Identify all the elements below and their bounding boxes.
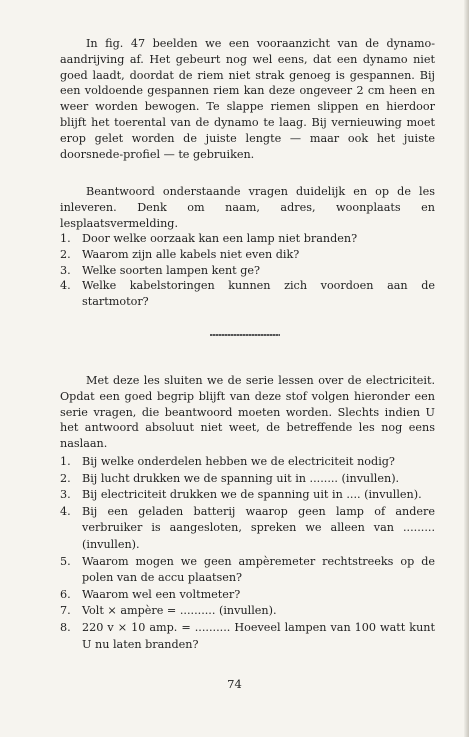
question-text: Volt × ampère = .......... (invullen). xyxy=(82,604,277,618)
paragraph-instructions: Beantwoord onderstaande vragen duidelijk en op de les inleveren. Denk om naam, adres, woonplaats en lesplaatsvermelding. xyxy=(60,185,435,230)
list-item xyxy=(60,554,435,587)
question-number: 3. xyxy=(60,488,71,502)
question-number: 5. xyxy=(60,554,71,568)
question-number: 1. xyxy=(60,232,71,245)
top-section xyxy=(60,36,435,162)
question-text: Waarom mogen we geen ampèremeter rechtstreeks op de polen van de accu plaatsen? xyxy=(82,554,435,585)
question-number: 4. xyxy=(60,504,71,518)
page-number: 74 xyxy=(227,677,242,691)
page-edge-shadow xyxy=(464,0,469,737)
question-text: Door welke oorzaak kan een lamp niet branden? xyxy=(82,232,358,245)
question-number: 3. xyxy=(60,263,71,277)
list-item xyxy=(60,471,435,488)
question-text: Bij electriciteit drukken we de spanning uit in .... (invullen). xyxy=(82,488,422,502)
list-item xyxy=(60,278,435,310)
question-text: Welke soorten lampen kent ge? xyxy=(82,263,261,277)
question-text: Waarom wel een voltmeter? xyxy=(82,587,241,601)
bottom-question-list xyxy=(60,454,435,653)
bottom-intro-section xyxy=(60,373,435,452)
list-item xyxy=(60,247,435,263)
question-text: Welke kabelstoringen kunnen zich voordoen aan de startmotor? xyxy=(82,279,435,309)
instructions-section xyxy=(60,184,435,231)
question-number: 1. xyxy=(60,455,71,468)
question-number: 6. xyxy=(60,587,71,601)
question-text: Bij welke onderdelen hebben we de electriciteit nodig? xyxy=(82,455,395,468)
list-item xyxy=(60,263,435,279)
list-item xyxy=(60,231,435,247)
top-question-list xyxy=(60,231,435,310)
paragraph-intro: Met deze les sluiten we de serie lessen over de electriciteit. Opdat een goed begrip blijft van deze stof volgen hieronder een serie vragen, die beantwoord moeten worden. Slechts indien U het antwoord absoluut niet weet, de betreffende les nog eens naslaan. xyxy=(60,374,435,451)
question-number: 8. xyxy=(60,620,71,634)
question-number: 4. xyxy=(60,279,71,293)
list-item xyxy=(60,587,435,604)
paragraph-dynamo: In fig. 47 beelden we een vooraanzicht van de dynamo-aandrijving af. Het gebeurt nog wel eens, dat een dynamo niet goed laadt, doordat de riem niet strak genoeg is gespannen. Bij een voldoende gespannen riem kan deze ongeveer 2 cm heen en weer worden bewogen. Te slappe riemen slippen en hierdoor blijft het toerental van de dynamo te laag. Bij vernieuwing moet erop gelet worden de juiste lengte — maar ook het juiste doorsnede-profiel — te gebruiken. xyxy=(60,37,435,161)
list-item xyxy=(60,487,435,504)
question-text: Bij een geladen batterij waarop geen lamp of andere verbruiker is aangesloten, spreken we alleen van ......... (invullen). xyxy=(82,504,435,551)
question-number: 2. xyxy=(60,471,71,485)
section-divider xyxy=(210,334,280,336)
list-item xyxy=(60,603,435,620)
list-item xyxy=(60,504,435,554)
question-number: 7. xyxy=(60,604,71,618)
question-text: Bij lucht drukken we de spanning uit in ........ (invullen). xyxy=(82,471,400,485)
question-number: 2. xyxy=(60,247,71,261)
question-text: 220 v × 10 amp. = .......... Hoeveel lampen van 100 watt kunt U nu laten branden? xyxy=(82,620,435,651)
list-item xyxy=(60,454,435,471)
list-item xyxy=(60,620,435,653)
question-text: Waarom zijn alle kabels niet even dik? xyxy=(82,247,300,261)
